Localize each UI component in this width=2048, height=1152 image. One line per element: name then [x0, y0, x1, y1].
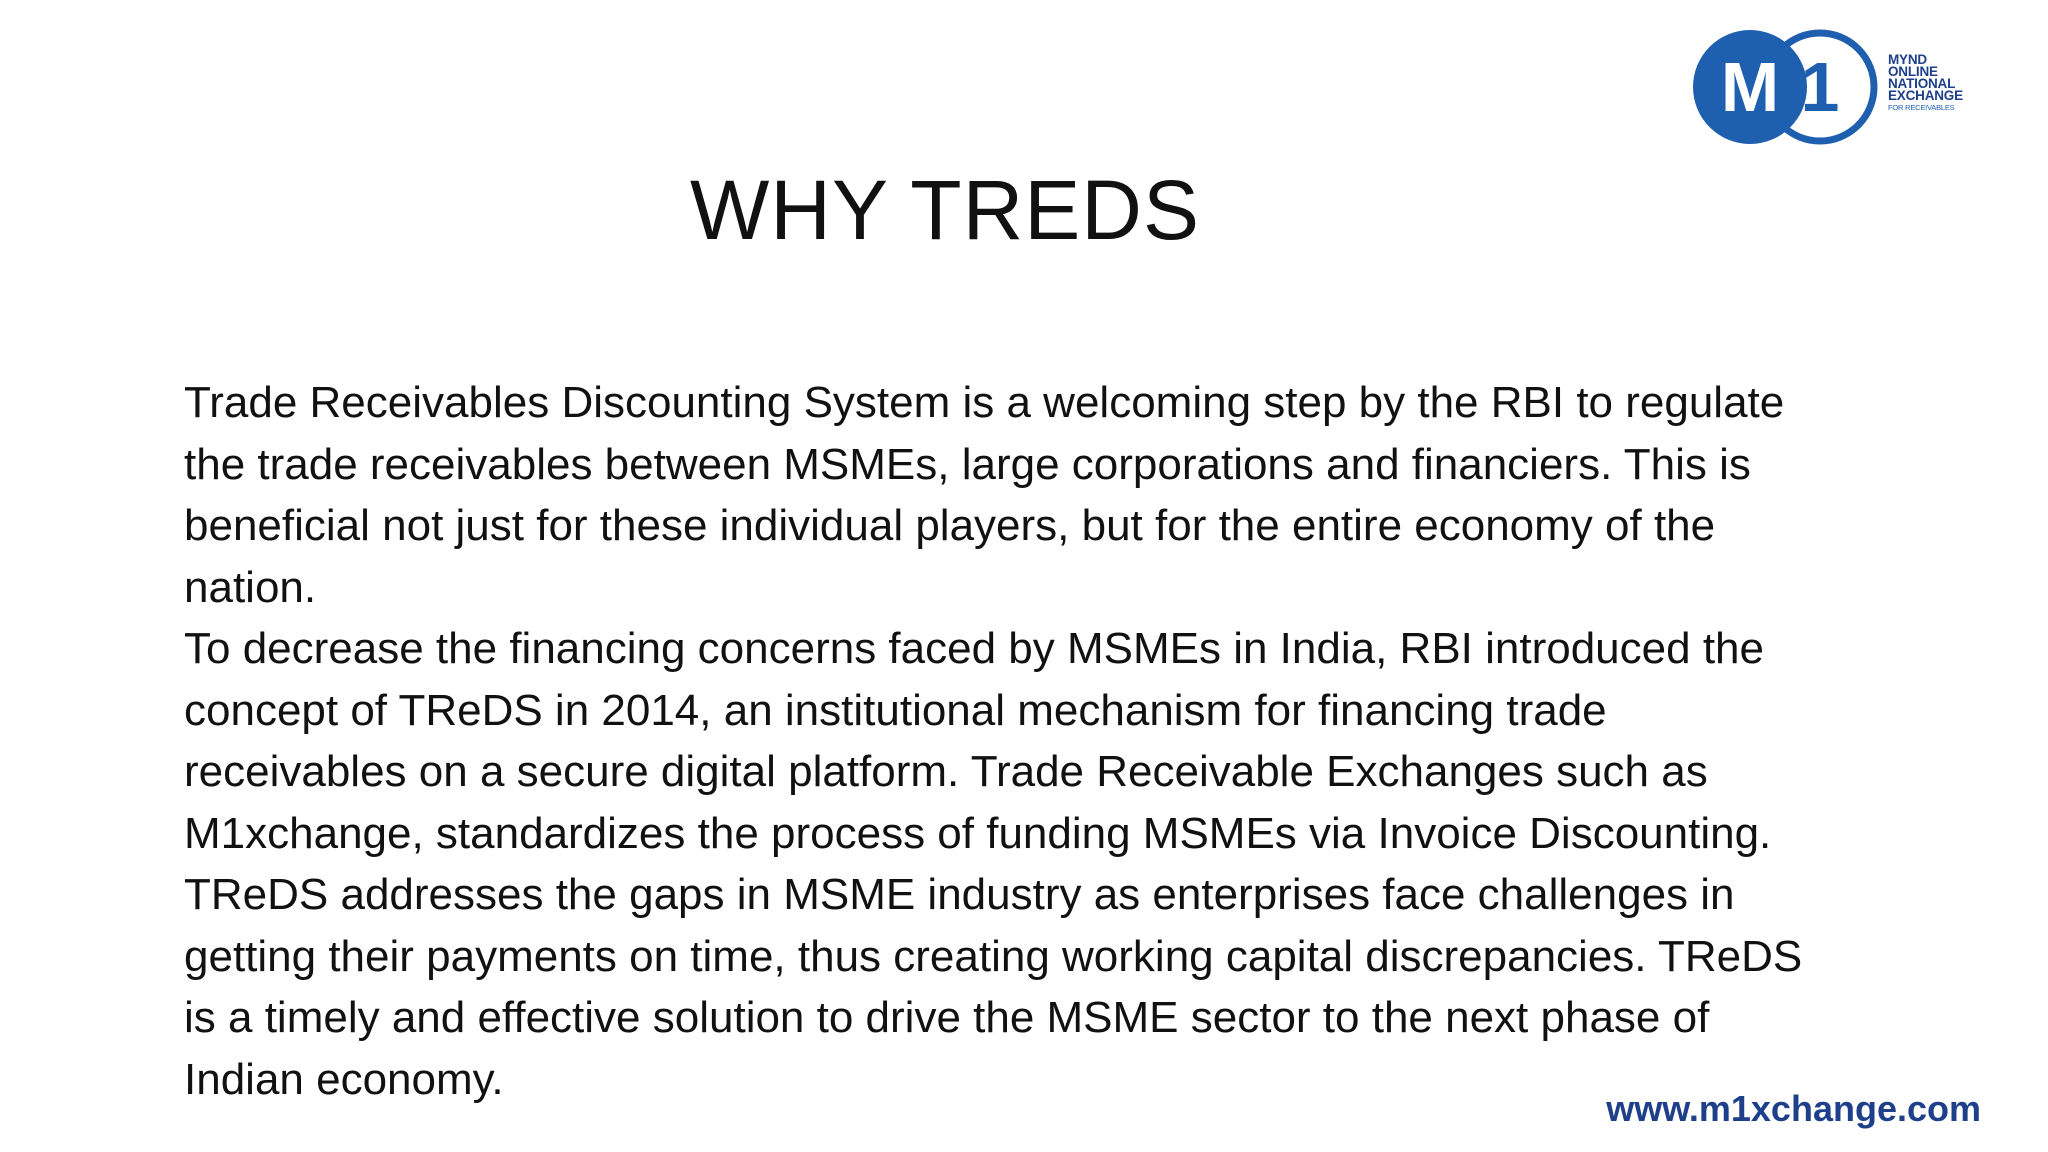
body-line: nation.	[184, 562, 317, 612]
slide-title: WHY TREDS	[690, 163, 1200, 257]
body-line: receivables on a secure digital platform. Trade Receivable Exchanges such as	[184, 747, 1708, 796]
logo-wordmark	[1888, 54, 1998, 114]
logo-mark-letter: M	[1720, 48, 1780, 126]
body-line: getting their payments on time, thus creating working capital discrepancies. TReDS	[184, 931, 1803, 981]
logo-mark-digit: 1	[1800, 48, 1840, 126]
body-line: TReDS addresses the gaps in MSME industry as enterprises face challenges in	[184, 870, 1735, 919]
logo-text-line-1: MYND	[1888, 52, 1927, 67]
body-line: Trade Receivables Discounting System is a welcoming step by the RBI to regulate	[184, 378, 1785, 427]
slide-body	[184, 372, 1924, 1110]
body-line: beneficial not just for these individual players, but for the entire economy of the	[184, 501, 1716, 550]
body-line: is a timely and effective solution to drive the MSME sector to the next phase of	[184, 993, 1710, 1042]
body-line: concept of TReDS in 2014, an institutional mechanism for financing trade	[184, 685, 1607, 735]
logo-tagline: FOR RECEIVABLES	[1888, 103, 1955, 112]
logo-text-line-2: ONLINE	[1888, 64, 1938, 79]
logo-text-line-4: EXCHANGE	[1888, 88, 1963, 103]
body-line: M1xchange, standardizes the process of funding MSMEs via Invoice Discounting.	[184, 808, 1772, 858]
logo-text-line-3: NATIONAL	[1888, 76, 1956, 91]
website-link[interactable]: www.m1xchange.com	[1606, 1088, 1981, 1129]
body-line: the trade receivables between MSMEs, large corporations and financiers. This is	[184, 439, 1751, 489]
body-line: Indian economy.	[184, 1054, 504, 1104]
body-line: To decrease the financing concerns faced by MSMEs in India, RBI introduced the	[184, 624, 1764, 673]
